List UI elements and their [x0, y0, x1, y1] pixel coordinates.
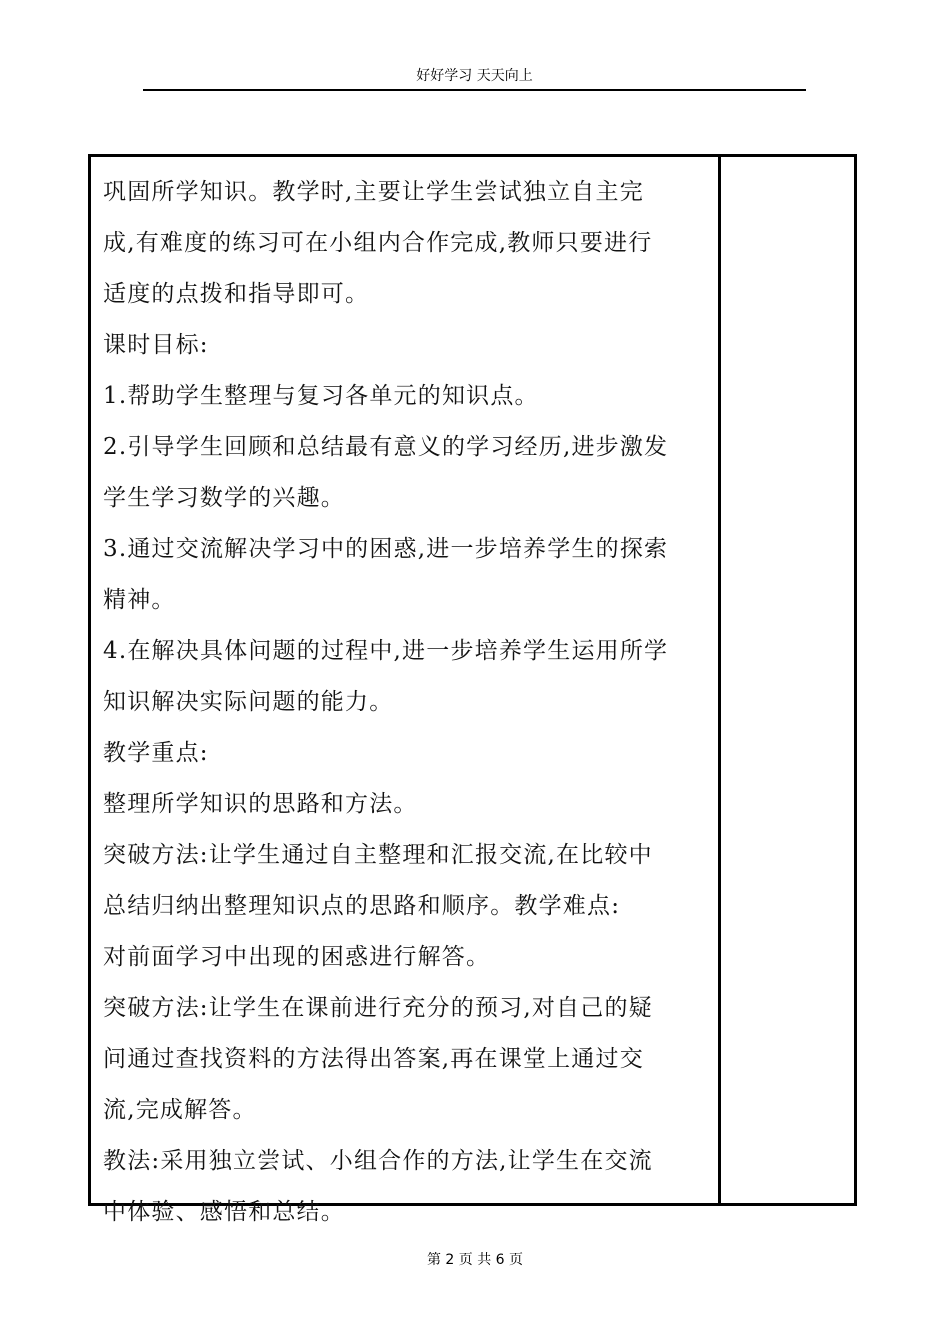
objective-item: 3.通过交流解决学习中的困惑,进一步培养学生的探索 — [103, 536, 669, 562]
text-line: 流,完成解答。 — [103, 1097, 257, 1123]
section-heading-key-points: 教学重点: — [103, 740, 209, 766]
lesson-plan-table — [88, 154, 857, 1225]
objective-item: 2.引导学生回顾和总结最有意义的学习经历,进步激发 — [103, 434, 669, 460]
text-line: 精神。 — [103, 587, 176, 613]
text-line: 巩固所学知识。教学时,主要让学生尝试独立自主完 — [103, 179, 644, 205]
text-line: 对前面学习中出现的困惑进行解答。 — [103, 944, 491, 970]
page-footer-number: 第 2 页 共 6 页 — [426, 1252, 524, 1268]
objective-item: 1.帮助学生整理与复习各单元的知识点。 — [103, 383, 539, 409]
text-line: 成,有难度的练习可在小组内合作完成,教师只要进行 — [103, 230, 653, 256]
notes-cell — [721, 157, 854, 1203]
header-rule — [143, 89, 806, 91]
text-line: 总结归纳出整理知识点的思路和顺序。教学难点: — [103, 893, 621, 919]
text-line: 学生学习数学的兴趣。 — [103, 485, 345, 511]
text-line: 教法:采用独立尝试、小组合作的方法,让学生在交流 — [103, 1148, 653, 1174]
text-line: 问通过查找资料的方法得出答案,再在课堂上通过交 — [103, 1046, 644, 1072]
text-line: 突破方法:让学生通过自主整理和汇报交流,在比较中 — [103, 842, 653, 868]
section-heading-objectives: 课时目标: — [103, 332, 209, 358]
lesson-content-cell — [103, 167, 715, 1238]
objective-item: 4.在解决具体问题的过程中,进一步培养学生运用所学 — [103, 638, 669, 664]
text-line: 突破方法:让学生在课前进行充分的预习,对自己的疑 — [103, 995, 653, 1021]
text-line: 中体验、感悟和总结。 — [103, 1199, 345, 1225]
text-line: 知识解决实际问题的能力。 — [103, 689, 394, 715]
text-line: 整理所学知识的思路和方法。 — [103, 791, 418, 817]
page-header-motto: 好好学习 天天向上 — [416, 68, 533, 84]
text-line: 适度的点拨和指导即可。 — [103, 281, 370, 307]
